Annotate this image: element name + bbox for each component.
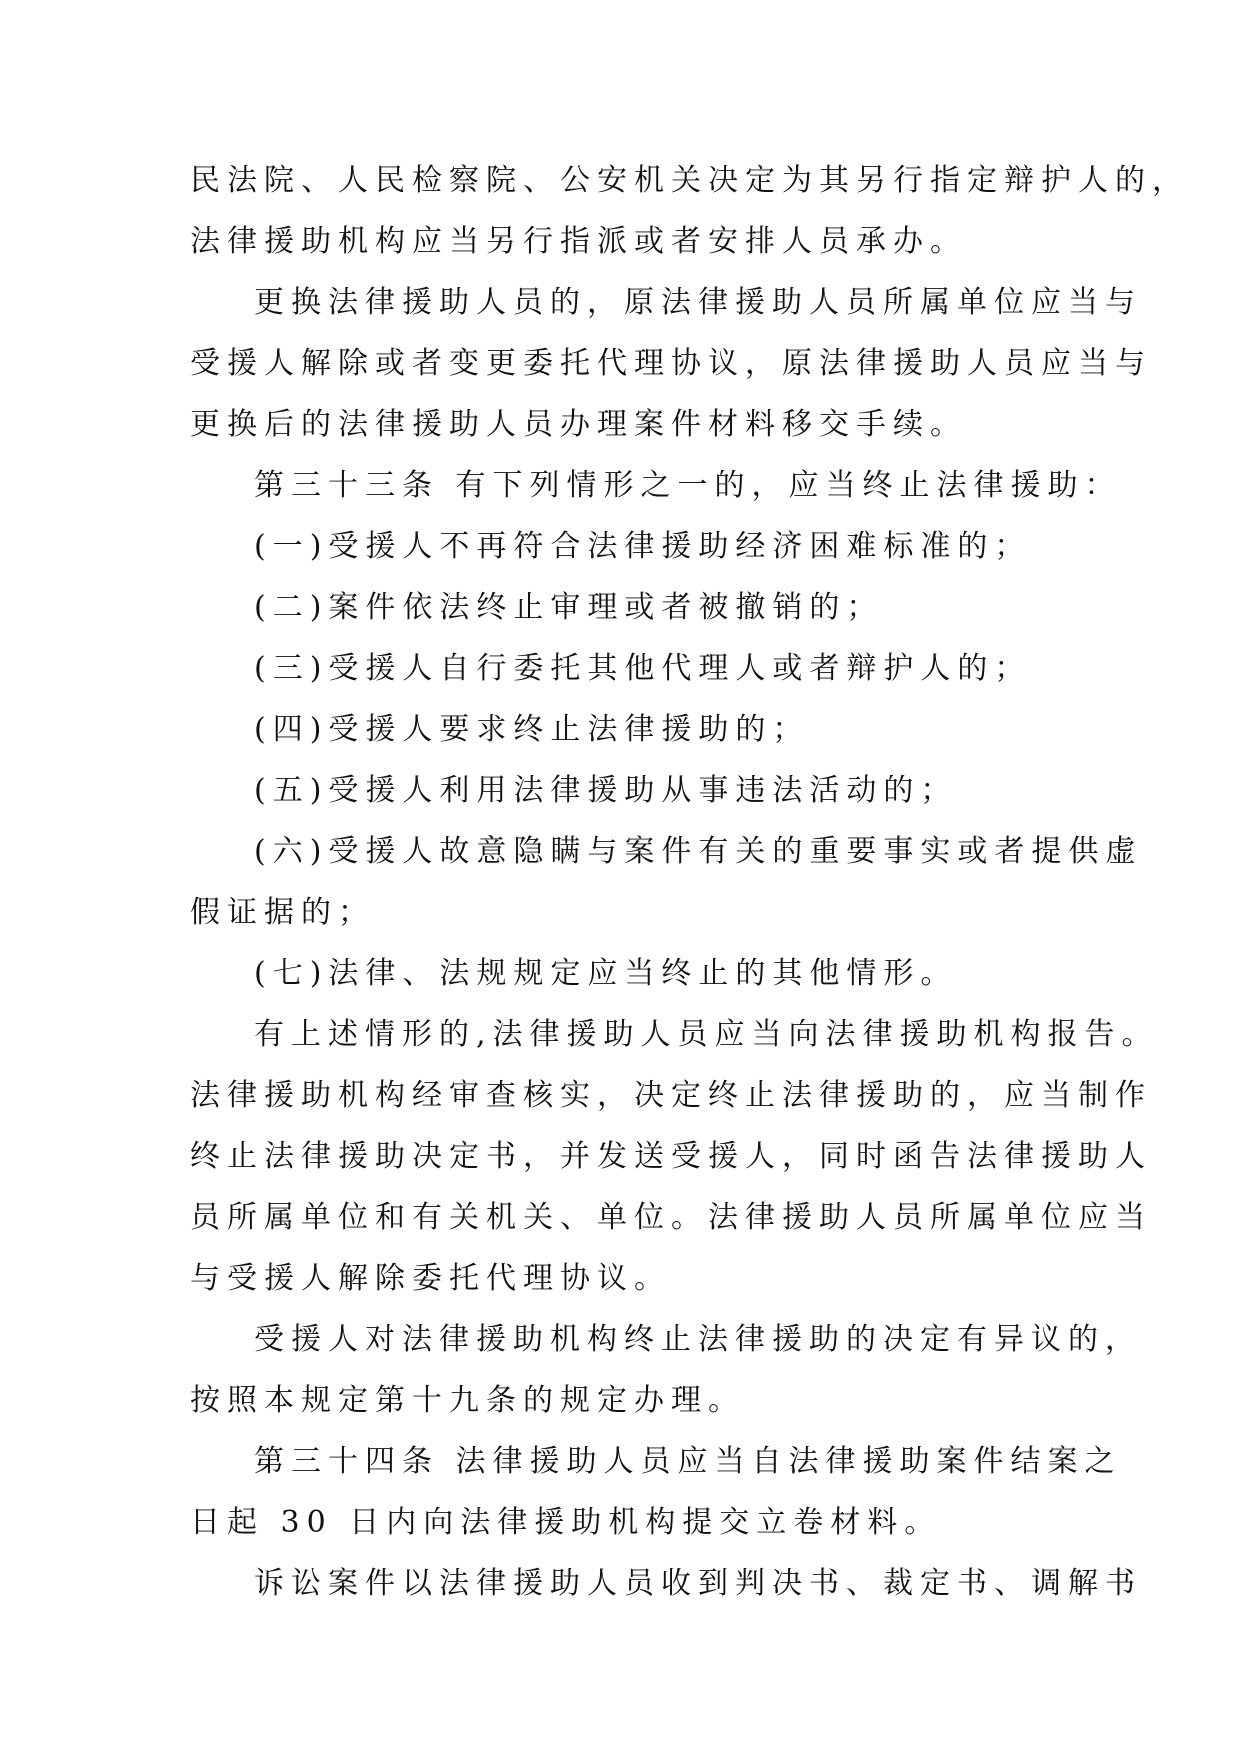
text-line: (一)受援人不再符合法律援助经济困难标准的；: [254, 529, 1032, 564]
text-line: 受援人解除或者变更委托代理协议，原法律援助人员应当与: [190, 346, 1152, 381]
text-line: 法律援助机构经审查核实，决定终止法律援助的，应当制作: [190, 1078, 1152, 1113]
text-line: 诉讼案件以法律援助人员收到判决书、裁定书、调解书: [254, 1566, 1142, 1601]
text-line: 更换后的法律援助人员办理案件材料移交手续。: [190, 407, 967, 442]
text-line: 有上述情形的,法律援助人员应当向法律援助机构报告。: [254, 1017, 1159, 1052]
text-line: 第三十四条 法律援助人员应当自法律援助案件结案之: [254, 1444, 1122, 1479]
text-line: (四)受援人要求终止法律援助的；: [254, 712, 810, 747]
text-line: 更换法律援助人员的，原法律援助人员所属单位应当与: [254, 285, 1142, 320]
text-line: 第三十三条 有下列情形之一的，应当终止法律援助：: [254, 468, 1122, 503]
document-body: [190, 150, 1189, 1614]
text-line: (三)受援人自行委托其他代理人或者辩护人的；: [254, 651, 1032, 686]
text-line: 民法院、人民检察院、公安机关决定为其另行指定辩护人的，: [190, 163, 1189, 198]
text-line: 法律援助机构应当另行指派或者安排人员承办。: [190, 224, 967, 259]
text-line: 日起 30 日内向法律援助机构提交立卷材料。: [190, 1505, 942, 1540]
text-line: 按照本规定第十九条的规定办理。: [190, 1383, 745, 1418]
text-line: (七)法律、法规规定应当终止的其他情形。: [254, 956, 958, 991]
text-line: 终止法律援助决定书，并发送受援人，同时函告法律援助人: [190, 1139, 1152, 1174]
text-line: 与受援人解除委托代理协议。: [190, 1261, 671, 1296]
text-line: (二)案件依法终止审理或者被撤销的；: [254, 590, 884, 625]
text-line: (六)受援人故意隐瞒与案件有关的重要事实或者提供虚: [254, 834, 1143, 869]
text-line: 假证据的；: [190, 895, 375, 930]
text-line: 员所属单位和有关机关、单位。法律援助人员所属单位应当: [190, 1200, 1152, 1235]
text-line: 受援人对法律援助机构终止法律援助的决定有异议的，: [254, 1322, 1142, 1357]
text-line: (五)受援人利用法律援助从事违法活动的；: [254, 773, 958, 808]
